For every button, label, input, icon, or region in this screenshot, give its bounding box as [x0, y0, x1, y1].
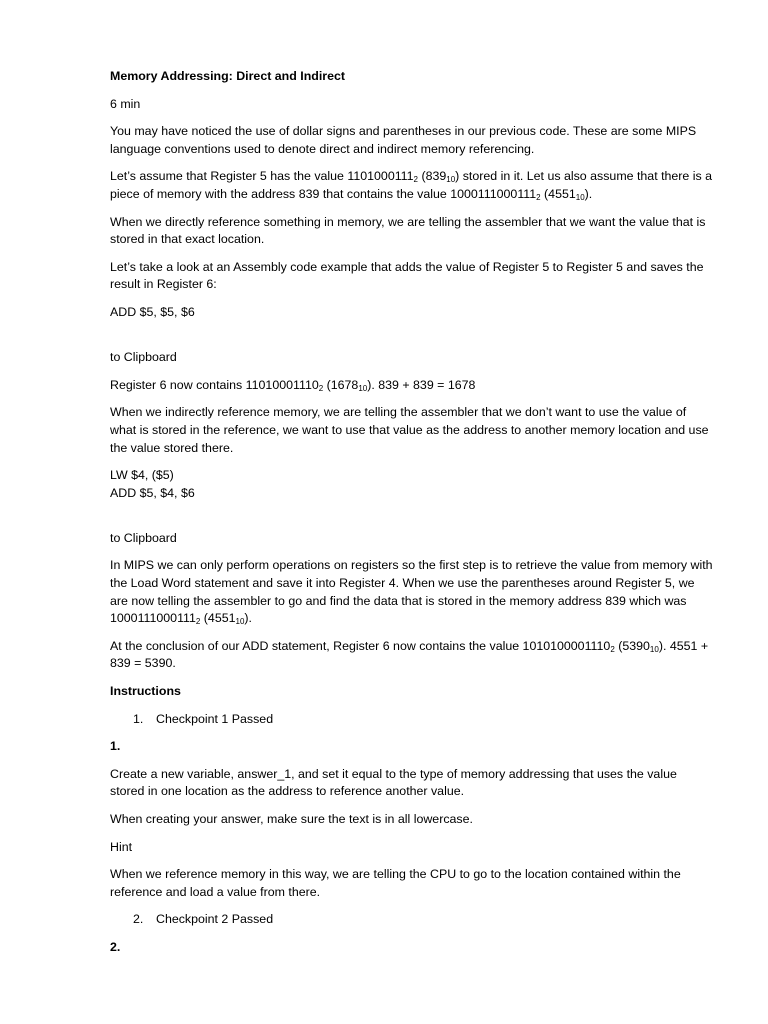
subscript-base: 2 — [413, 175, 418, 185]
subscript-base: 2 — [318, 383, 324, 393]
checkpoint-label: Checkpoint 2 Passed — [156, 912, 274, 927]
duration-text: 6 min — [110, 96, 141, 111]
subscript-base: 2 — [536, 192, 541, 202]
mips-explanation-paragraph — [110, 557, 714, 627]
code-block-2 — [110, 467, 714, 520]
copy-to-clipboard-link-1[interactable]: to Clipboard — [110, 350, 177, 365]
checkpoint-list-2 — [110, 911, 714, 929]
hint-toggle[interactable]: Hint — [110, 839, 133, 854]
assumption-paragraph — [110, 168, 714, 203]
subscript-base: 2 — [195, 617, 201, 627]
checkpoint-number: 1. — [133, 711, 144, 726]
code-line: ADD $5, $5, $6 — [110, 304, 195, 319]
step-2-heading: 2. — [110, 939, 121, 954]
result-text-2: (1678 — [323, 377, 359, 392]
step-1-note: When creating your answer, make sure the text is in all lowercase. — [110, 812, 473, 826]
conclusion-paragraph — [110, 638, 714, 673]
conclusion-text-1: At the conclusion of our ADD statement, Register 6 now contains the value 1010100001110 — [110, 638, 611, 653]
checkpoint-item-2[interactable] — [110, 911, 714, 929]
example-intro-paragraph: Let’s take a look at an Assembly code example that adds the value of Register 5 to Register 5 and saves the result in Register 6: — [110, 259, 704, 292]
subscript-base: 10 — [575, 192, 585, 202]
step-1-instruction: Create a new variable, answer_1, and set it equal to the type of memory addressing that uses the value stored in one location as the address to reference another value. — [110, 766, 677, 799]
checkpoint-label: Checkpoint 1 Passed — [156, 711, 274, 726]
checkpoint-number: 2. — [133, 912, 144, 927]
intro-paragraph: You may have noticed the use of dollar signs and parentheses in our previous code. These are some MIPS language conventions used to denote direct and indirect memory referencing. — [110, 124, 697, 156]
subscript-base: 10 — [446, 175, 456, 185]
subscript-base: 10 — [649, 644, 659, 654]
mips-text-3: ). — [244, 611, 252, 626]
code-block-1 — [110, 304, 714, 339]
copy-to-clipboard-link-2[interactable]: to Clipboard — [110, 530, 177, 545]
assumption-text-1: Let’s assume that Register 5 has the value 1101000111 — [110, 169, 414, 184]
checkpoint-list-1 — [110, 711, 714, 729]
subscript-base: 2 — [610, 644, 615, 654]
assumption-text-3: ) stored in it. Let us also assume that there is a piece of memory with the address 839 that contains the value 1000111000111 — [110, 169, 713, 201]
checkpoint-item-1[interactable] — [110, 711, 714, 729]
subscript-base: 10 — [358, 383, 368, 393]
assumption-text-5: ). — [584, 186, 593, 201]
step-1-heading: 1. — [110, 739, 121, 754]
result-text-3: ). 839 + 839 = 1678 — [367, 377, 476, 392]
indirect-reference-paragraph: When we indirectly reference memory, we are telling the assembler that we don’t want to use the value of what is stored in the reference, we want to use that value as the address to another memory location and use the value stored there. — [110, 405, 709, 455]
mips-text-2: (4551 — [200, 611, 236, 626]
result-text-1: Register 6 now contains 11010001110 — [110, 377, 319, 392]
page-title: Memory Addressing: Direct and Indirect — [110, 69, 346, 83]
assumption-text-4: (4551 — [540, 186, 576, 201]
code-line: ADD $5, $4, $6 — [110, 485, 195, 500]
direct-reference-paragraph: When we directly reference something in memory, we are telling the assembler that we want the value that is stored in that exact location. — [110, 214, 706, 247]
mips-text-1: In MIPS we can only perform operations on registers so the first step is to retrieve the value from memory with the Load Word statement and save it into Register 4. When we use the parentheses around Register 5, we are now telling the assembler to go and find the data that is stored in the memory address 839 which was 1000111000111 — [110, 558, 713, 626]
subscript-base: 10 — [235, 617, 245, 627]
instructions-heading: Instructions — [110, 684, 181, 699]
conclusion-text-2: (5390 — [614, 638, 650, 653]
code-line: LW $4, ($5) — [110, 468, 174, 483]
result-paragraph-1 — [110, 377, 714, 395]
assumption-text-2: (839 — [418, 169, 447, 184]
hint-text: When we reference memory in this way, we are telling the CPU to go to the location contained within the reference and load a value from there. — [110, 867, 681, 899]
conclusion-text-3: ). 4551 + 839 = 5390. — [110, 638, 709, 671]
